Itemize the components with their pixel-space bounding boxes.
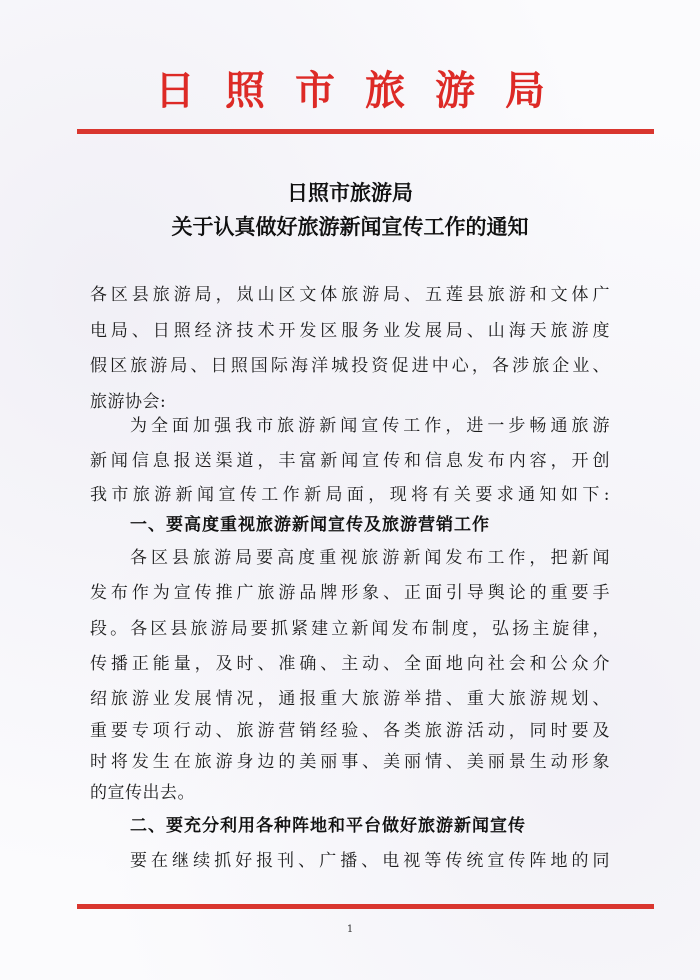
section-2-line: 要在继续抓好报刊、广播、电视等传统宣传阵地的同 [130, 851, 610, 871]
title-line-2: 关于认真做好旅游新闻宣传工作的通知 [171, 214, 529, 239]
addressee-line: 电局、日照经济技术开发区服务业发展局、山海天旅游度 [90, 321, 610, 341]
section-2-heading: 二、要充分利用各种阵地和平台做好旅游新闻宣传 [130, 816, 526, 836]
issuer-header: 日照市旅游局 [155, 67, 575, 114]
addressee-line: 假区旅游局、日照国际海洋城投资促进中心，各涉旅企业、 [90, 356, 610, 376]
section-1-line: 时将发生在旅游身边的美丽事、美丽情、美丽景生动形象 [90, 752, 610, 772]
title-line-1: 日照市旅游局 [287, 180, 413, 205]
section-1-line: 发布作为宣传推广旅游品牌形象、正面引导舆论的重要手 [90, 583, 610, 603]
section-1-line: 绍旅游业发展情况，通报重大旅游举措、重大旅游规划、 [90, 689, 610, 709]
intro-line: 我市旅游新闻宣传工作新局面，现将有关要求通知如下: [90, 485, 610, 505]
section-1-line: 传播正能量，及时、准确、主动、全面地向社会和公众介 [90, 654, 610, 674]
addressee-line: 旅游协会: [90, 392, 167, 412]
section-1-heading: 一、要高度重视旅游新闻宣传及旅游营销工作 [130, 515, 490, 535]
intro-line: 新闻信息报送渠道，丰富新闻宣传和信息发布内容，开创 [90, 451, 610, 471]
bottom-red-rule [77, 904, 654, 909]
section-1-line: 各区县旅游局要高度重视旅游新闻发布工作，把新闻 [130, 548, 610, 568]
page-number: 1 [346, 924, 354, 935]
section-1-line: 段。各区县旅游局要抓紧建立新闻发布制度，弘扬主旋律， [90, 619, 610, 639]
intro-line: 为全面加强我市旅游新闻宣传工作，进一步畅通旅游 [130, 416, 610, 436]
section-1-line: 的宣传出去。 [90, 783, 195, 803]
addressee-line: 各区县旅游局，岚山区文体旅游局、五莲县旅游和文体广 [90, 285, 610, 305]
top-red-rule [77, 129, 654, 134]
section-1-line: 重要专项行动、旅游营销经验、各类旅游活动，同时要及 [90, 721, 610, 741]
